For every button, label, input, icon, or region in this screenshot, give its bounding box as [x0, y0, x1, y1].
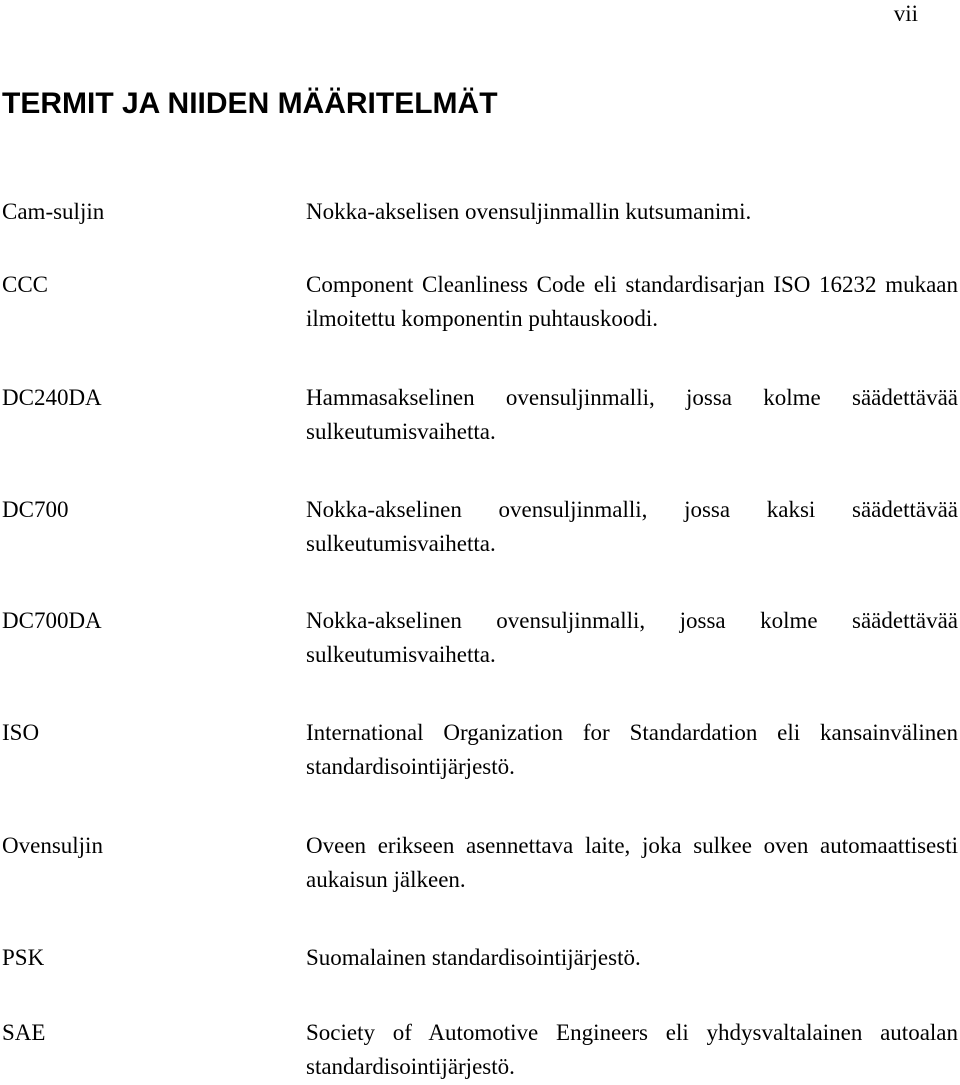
term-label: Ovensuljin: [2, 833, 103, 858]
term-definition: Nokka-akselinen ovensuljinmalli, jossa kaksi säädettävää sulkeutumisvaihetta.: [306, 497, 958, 556]
term-label: Cam-suljin: [2, 199, 105, 224]
term-label: DC700: [2, 497, 69, 522]
term-label: SAE: [2, 1020, 46, 1045]
term-label: CCC: [2, 272, 49, 297]
term-definition: Hammasakselinen ovensuljinmalli, jossa kolme säädettävää sulkeutumisvaihetta.: [306, 385, 958, 444]
term-label: ISO: [2, 720, 40, 745]
page-number: vii: [893, 1, 918, 26]
term-label: DC240DA: [2, 385, 102, 410]
term-definition: International Organization for Standardation eli kansainvälinen standardisointijärjestö.: [306, 720, 958, 779]
term-definition: Society of Automotive Engineers eli yhdysvaltalainen autoalan standardisointijärjestö.: [306, 1020, 958, 1079]
term-definition: Nokka-akselisen ovensuljinmallin kutsumanimi.: [306, 199, 752, 224]
term-label: DC700DA: [2, 608, 102, 633]
page-title: TERMIT JA NIIDEN MÄÄRITELMÄT: [2, 87, 498, 120]
term-label: PSK: [2, 945, 45, 970]
term-definition: Oveen erikseen asennettava laite, joka sulkee oven automaattisesti aukaisun jälkeen.: [306, 833, 958, 892]
term-definition: Nokka-akselinen ovensuljinmalli, jossa kolme säädettävää sulkeutumisvaihetta.: [306, 608, 958, 667]
term-definition: Component Cleanliness Code eli standardisarjan ISO 16232 mukaan ilmoitettu komponentin puhtauskoodi.: [306, 272, 958, 331]
term-definition: Suomalainen standardisointijärjestö.: [306, 945, 641, 970]
